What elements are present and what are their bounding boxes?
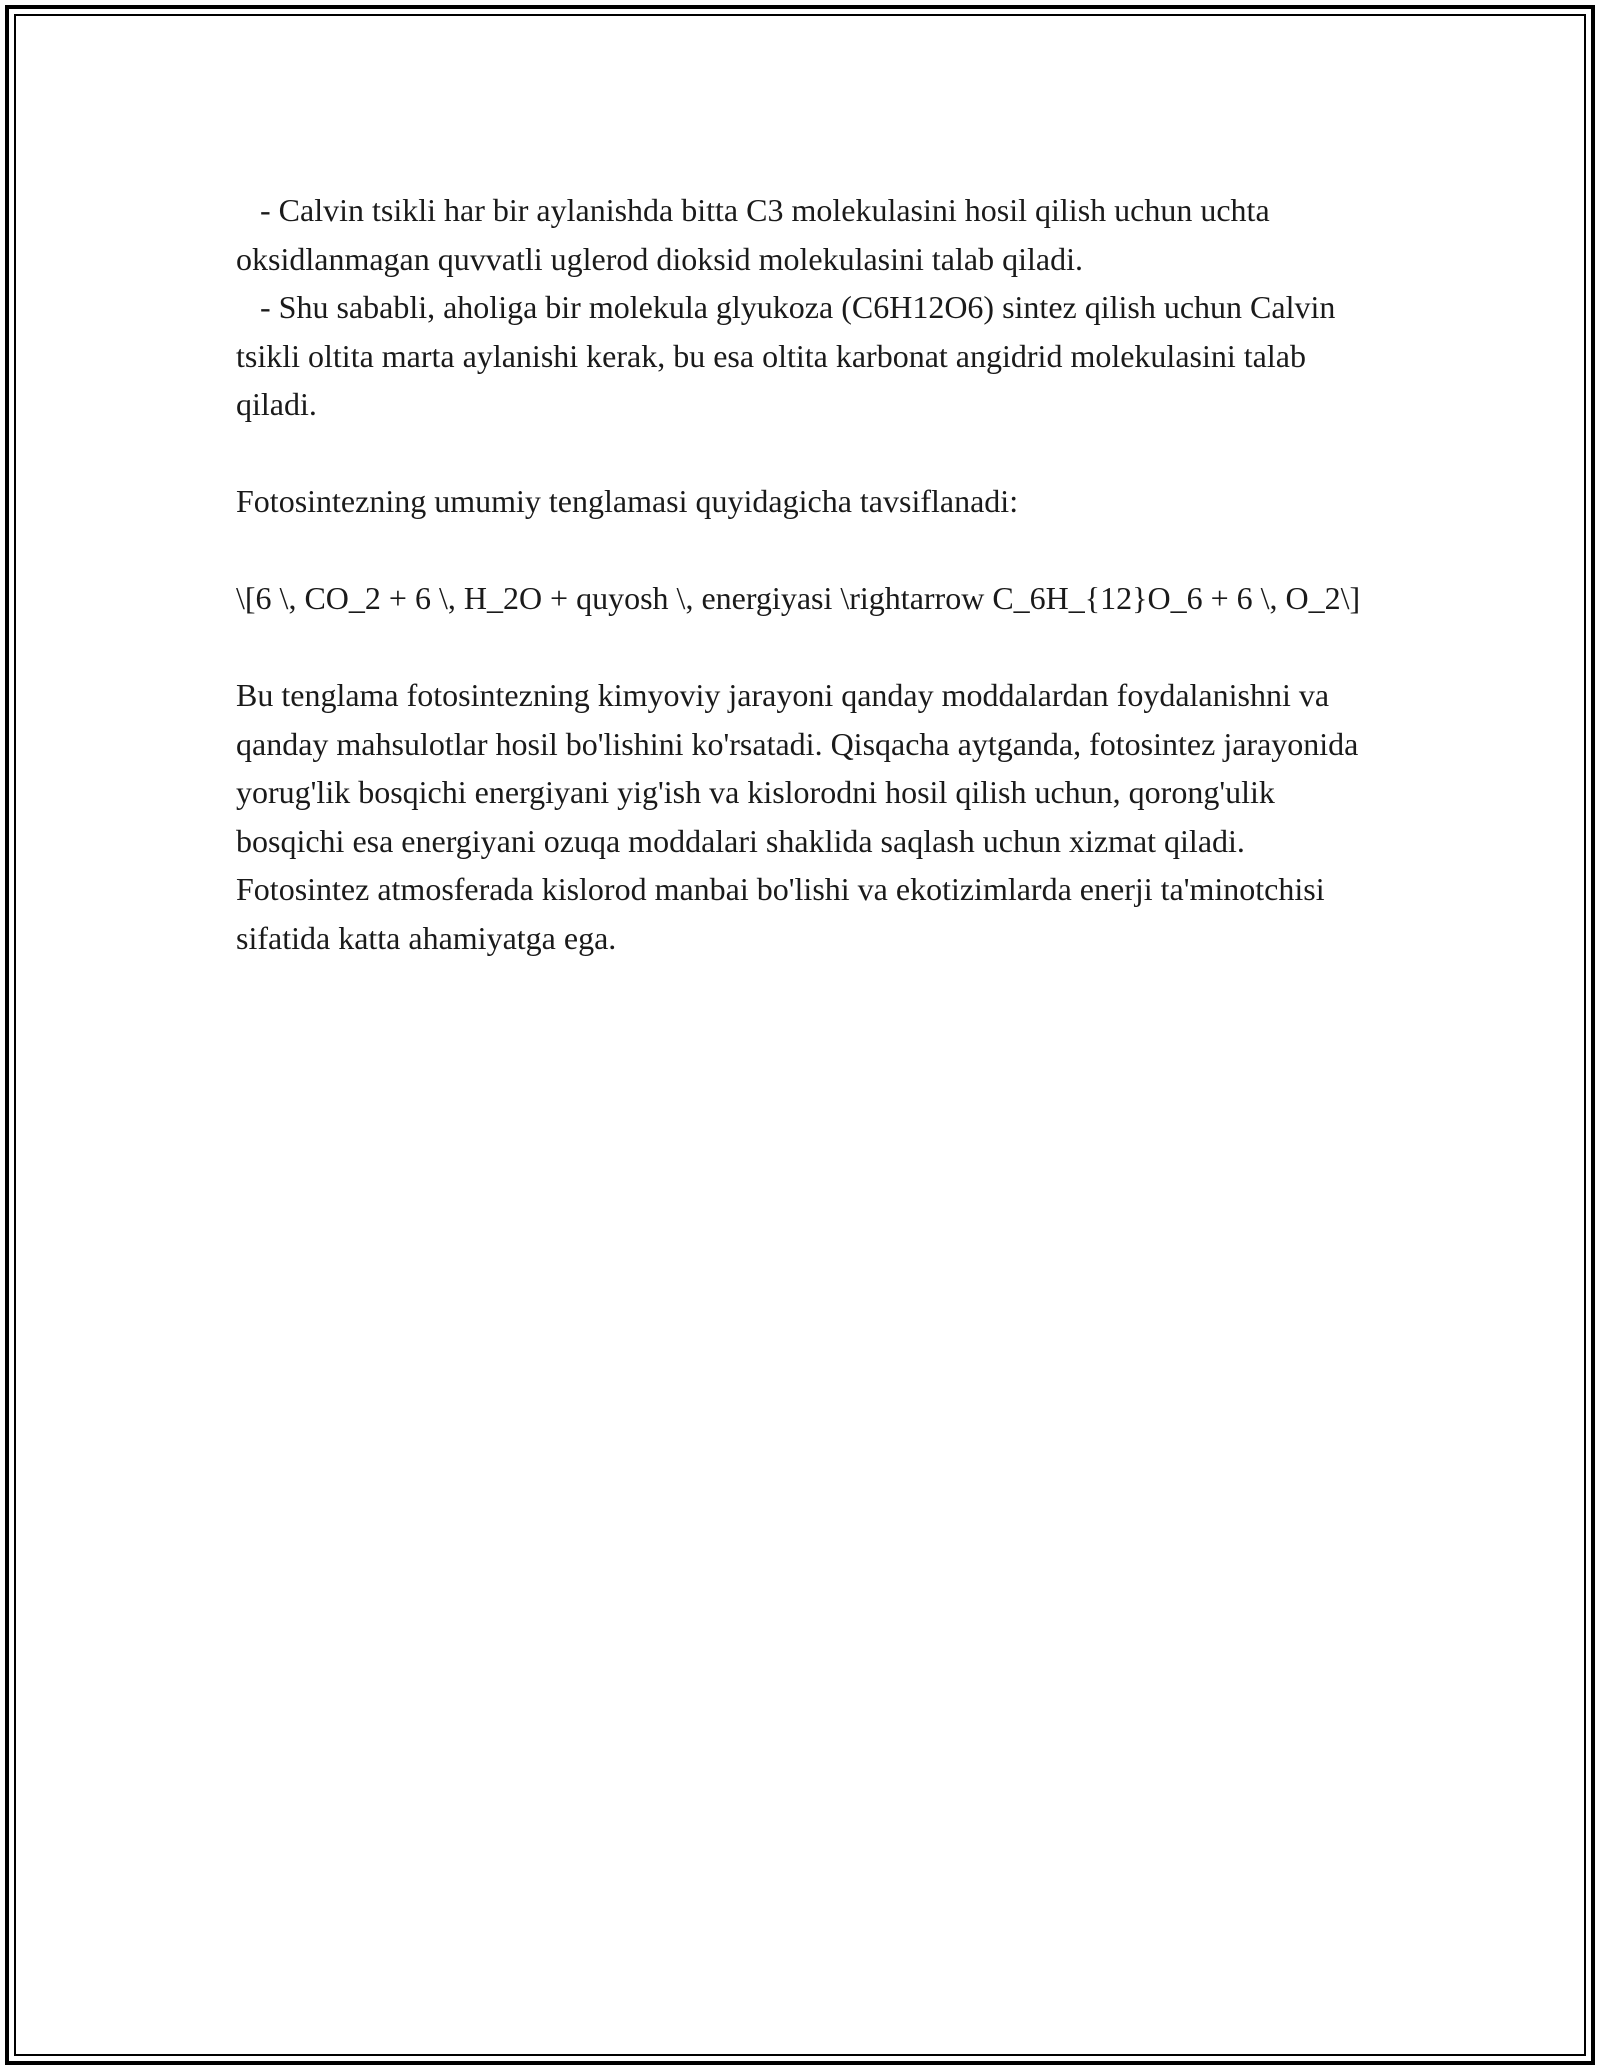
paragraph-gap — [236, 623, 1366, 672]
document-body — [236, 186, 1366, 962]
photosynthesis-equation: \[6 \, CO_2 + 6 \, H_2O + quyosh \, energiyasi \rightarrow C_6H_{12}O_6 + 6 \, O_2\] — [236, 580, 1361, 616]
calvin-cycle-notes: - Calvin tsikli har bir aylanishda bitta C3 molekulasini hosil qilish uchun uchta oksidlanmagan quvvatli uglerod dioksid molekulasini talab qiladi. - Shu sababli, aholiga bir molekula glyukoza (C6H12O6) sintez qilish uchun Calvin tsikli oltita marta aylanishi kerak, bu esa oltita karbonat angidrid molekulasini talab qiladi. — [236, 192, 1336, 422]
paragraph-gap — [236, 526, 1366, 575]
summary-paragraph: Bu tenglama fotosintezning kimyoviy jarayoni qanday moddalardan foydalanishni va qanday mahsulotlar hosil bo'lishini ko'rsatadi. Qisqacha aytganda, fotosintez jarayonida yorug'lik bosqichi energiyani yig'ish va kislorodni hosil qilish uchun, qorong'ulik bosqichi esa energiyani ozuqa moddalari shaklida saqlash uchun xizmat qiladi. Fotosintez atmosferada kislorod manbai bo'lishi va ekotizimlarda enerji ta'minotchisi sifatida katta ahamiyatga ega. — [236, 677, 1367, 956]
equation-intro: Fotosintezning umumiy tenglamasi quyidagicha tavsiflanadi: — [236, 483, 1019, 519]
paragraph-gap — [236, 429, 1366, 478]
